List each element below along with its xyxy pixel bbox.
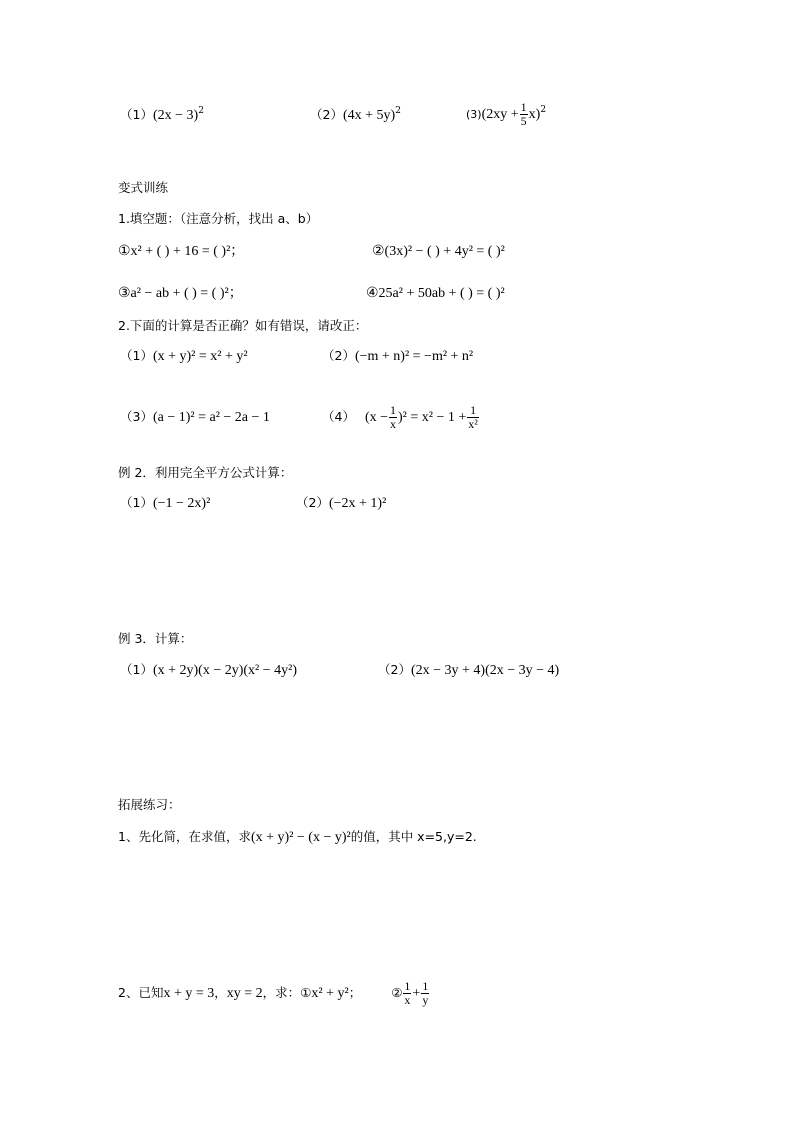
fraction	[467, 404, 479, 431]
fill-blank-4: ④25a² + 50ab + ( ) = ( )²	[366, 286, 505, 301]
fraction	[421, 980, 429, 1007]
check-item-1	[120, 348, 248, 365]
problem-label: （2）	[296, 495, 329, 510]
math-expression: (x + y)² − (x − y)²	[250, 830, 351, 845]
problem-label: （1）	[120, 662, 153, 677]
fraction-denominator: 5	[520, 114, 527, 128]
math-expression: xy = 2	[226, 986, 263, 1001]
fraction-numerator: 1	[470, 403, 477, 417]
problem-label: （1）	[120, 495, 153, 510]
math-expression: (x + 2y)(x − 2y)(x² − 4y²)	[152, 663, 298, 678]
fill-blank-1: ①x² + ( ) + 16 = ( )²；	[118, 244, 245, 259]
fraction-numerator: 1	[390, 403, 397, 417]
item-label: ②	[391, 985, 403, 1000]
fraction	[520, 101, 528, 128]
math-expression: (2xy +	[481, 107, 519, 122]
math-expression: x² + y²	[311, 986, 349, 1001]
math-expression: (2x − 3y + 4)(2x − 3y − 4)	[410, 663, 560, 678]
math-expression: x + y = 3	[163, 986, 215, 1001]
exponent: 2	[540, 105, 547, 115]
variant-question-2-title: 2.下面的计算是否正确？如有错误，请改正：	[118, 318, 368, 333]
math-expression: (4x + 5y)	[342, 108, 396, 123]
math-expression: )² = x² − 1 +	[398, 410, 467, 425]
separator: ，	[214, 985, 227, 1000]
math-expression: (−m + n)² = −m² + n²	[354, 349, 474, 364]
example-2-title: 例 2．利用完全平方公式计算：	[118, 465, 293, 480]
problem-label: （2）	[378, 662, 411, 677]
fraction-denominator: x	[390, 417, 397, 431]
example-3-problem-1	[120, 662, 297, 679]
problem-label: (3)	[466, 108, 482, 121]
variant-heading: 变式训练	[118, 180, 169, 195]
fraction-denominator: x²	[468, 417, 478, 431]
extension-heading: 拓展练习：	[118, 797, 181, 812]
question-text: ，求：①	[262, 985, 312, 1000]
math-expression: x)	[528, 107, 541, 122]
variant-question-1-title: 1.填空题：（注意分析，找出 a、b）	[118, 211, 319, 226]
check-item-2	[322, 348, 473, 365]
problem-label: （2）	[310, 107, 343, 122]
math-expression: (2x − 3)	[152, 108, 199, 123]
math-expression: (−2x + 1)²	[328, 496, 387, 511]
fraction-numerator: 1	[520, 100, 527, 114]
example-3-title: 例 3．计算：	[118, 631, 193, 646]
math-expression: (x + y)² = x² + y²	[152, 349, 248, 364]
problem-label: （1）	[120, 107, 153, 122]
problem-label: （1）	[120, 348, 153, 363]
math-expression: (a − 1)² = a² − 2a − 1	[152, 410, 270, 425]
problem-1-3	[466, 100, 546, 130]
exponent: 2	[198, 106, 204, 116]
question-text: 1、先化简，在求值，求	[118, 829, 251, 844]
example-2-problem-1	[120, 495, 210, 512]
math-expression: (x −	[364, 410, 389, 425]
plus-sign: +	[412, 986, 421, 1001]
problem-1-1	[120, 107, 204, 124]
problem-label: （3）	[120, 409, 153, 424]
check-item-4	[322, 400, 480, 435]
fraction	[403, 980, 411, 1007]
example-2-problem-2	[296, 495, 386, 512]
problem-1-2	[310, 107, 401, 124]
separator: ；	[348, 985, 362, 1000]
check-item-3	[120, 409, 270, 426]
exponent: 2	[395, 106, 401, 116]
fill-blank-2: ②(3x)² − ( ) + 4y² = ( )²	[372, 244, 505, 259]
fraction-numerator: 1	[422, 979, 429, 993]
extension-question-1	[118, 829, 477, 846]
fill-blank-3: ③a² − ab + ( ) = ( )²；	[118, 286, 243, 301]
extension-question-2	[118, 976, 430, 1011]
example-3-problem-2	[378, 662, 559, 679]
math-expression: (−1 − 2x)²	[152, 496, 211, 511]
fraction-denominator: x	[404, 993, 411, 1007]
problem-label: （4）	[322, 409, 355, 424]
question-text: 的值，其中 x=5,y=2.	[350, 829, 477, 844]
problem-label: （2）	[322, 348, 355, 363]
fraction	[389, 404, 397, 431]
question-text: 2、已知	[118, 985, 164, 1000]
fraction-numerator: 1	[404, 979, 411, 993]
fraction-denominator: y	[422, 993, 429, 1007]
